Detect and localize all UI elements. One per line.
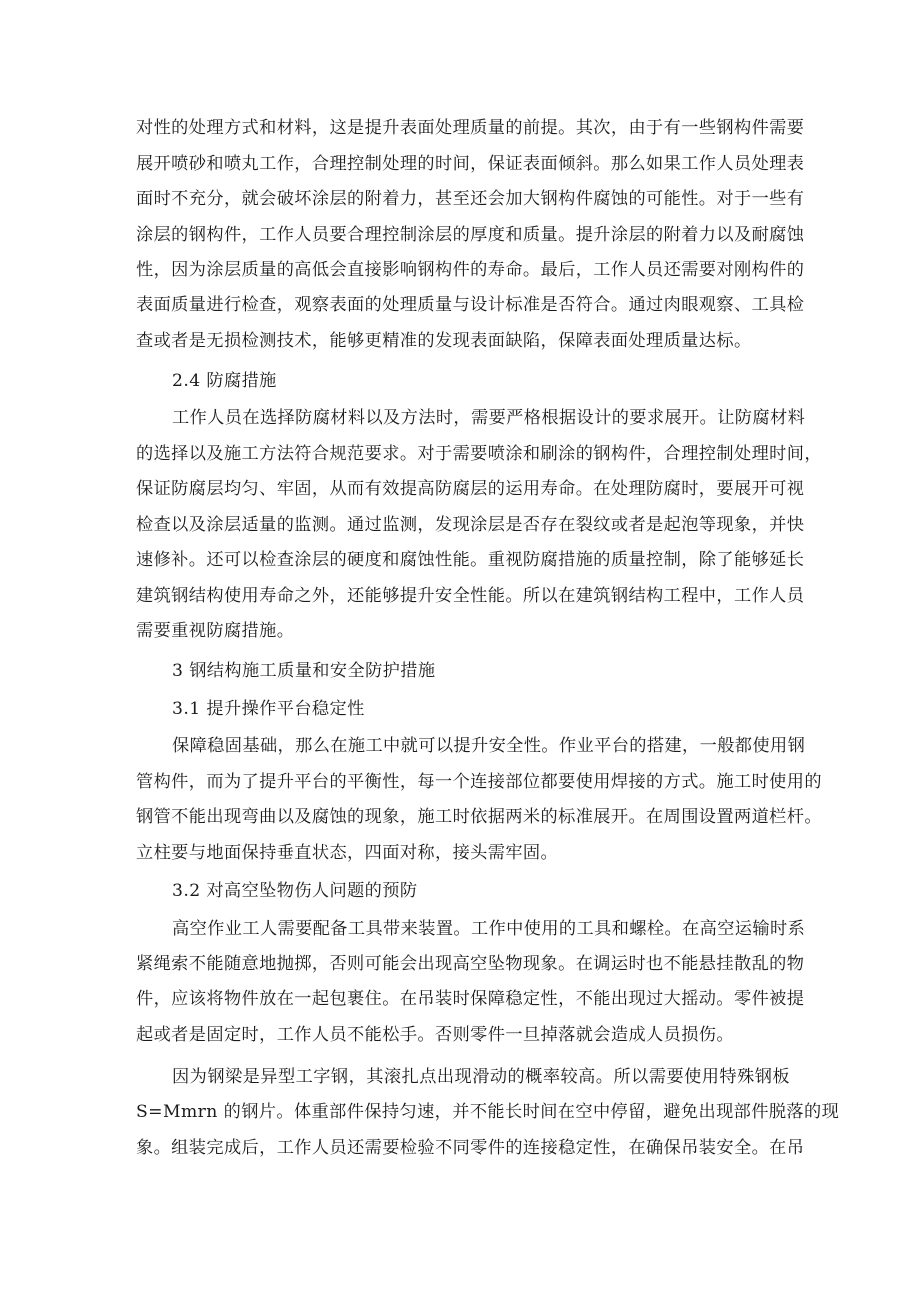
- paragraph-line: S=Mmrn 的钢片。体重部件保持匀速，并不能长时间在空中停留，避免出现部件脱落的现: [136, 1102, 840, 1122]
- paragraph-line: 起或者是固定时，工作人员不能松手。否则零件一旦掉落就会造成人员损伤。: [136, 1025, 734, 1045]
- paragraph-line: 工作人员在选择防腐材料以及方法时，需要严格根据设计的要求展开。让防腐材料: [172, 408, 806, 428]
- paragraph-line: 展开喷砂和喷丸工作，合理控制处理的时间，保证表面倾斜。那么如果工作人员处理表: [136, 154, 805, 174]
- paragraph-line: 查或者是无损检测技术，能够更精准的发现表面缺陷，保障表面处理质量达标。: [136, 331, 752, 351]
- paragraph-line: 保证防腐层均匀、牢固，从而有效提高防腐层的运用寿命。在处理防腐时，要展开可视: [136, 479, 805, 499]
- paragraph-line: 因为钢梁是异型工字钢，其滚扎点出现滑动的概率较高。所以需要使用特殊钢板: [172, 1067, 790, 1087]
- paragraph-line: 性，因为涂层质量的高低会直接影响钢构件的寿命。最后，工作人员还需要对刚构件的: [136, 260, 805, 280]
- paragraph-line: 立柱要与地面保持垂直状态，四面对称，接头需牢固。: [136, 843, 559, 863]
- section-heading-3-2: 3.2 对高空坠物伤人问题的预防: [172, 881, 418, 901]
- paragraph-line: 钢管不能出现弯曲以及腐蚀的现象，施工时依据两米的标准展开。在周围设置两道栏杆。: [136, 807, 822, 827]
- section-heading-3: 3 钢结构施工质量和安全防护措施: [172, 661, 436, 681]
- paragraph-line: 高空作业工人需要配备工具带来装置。工作中使用的工具和螺栓。在高空运输时系: [172, 919, 806, 939]
- paragraph-line: 保障稳固基础，那么在施工中就可以提升安全性。作业平台的搭建，一般都使用钢: [172, 736, 806, 756]
- paragraph-line: 涂层的钢构件，工作人员要合理控制涂层的厚度和质量。提升涂层的附着力以及耐腐蚀: [136, 225, 805, 245]
- paragraph-line: 表面质量进行检查，观察表面的处理质量与设计标准是否符合。通过肉眼观察、工具检: [136, 295, 805, 315]
- paragraph-line: 速修补。还可以检查涂层的硬度和腐蚀性能。重视防腐措施的质量控制，除了能够延长: [136, 550, 805, 570]
- paragraph-line: 面时不充分，就会破坏涂层的附着力，甚至还会加大钢构件腐蚀的可能性。对于一些有: [136, 189, 805, 209]
- paragraph-line: 象。组装完成后，工作人员还需要检验不同零件的连接稳定性，在确保吊装安全。在吊: [136, 1138, 805, 1158]
- paragraph-line: 需要重视防腐措施。: [136, 621, 295, 641]
- paragraph-line: 对性的处理方式和材料，这是提升表面处理质量的前提。其次，由于有一些钢构件需要: [136, 118, 805, 138]
- paragraph-line: 件，应该将物件放在一起包裹住。在吊装时保障稳定性，不能出现过大摇动。零件被提: [136, 989, 805, 1009]
- paragraph-line: 的选择以及施工方法符合规范要求。对于需要喷涂和刷涂的钢构件，合理控制处理时间，: [136, 444, 822, 464]
- paragraph-line: 检查以及涂层适量的监测。通过监测，发现涂层是否存在裂纹或者是起泡等现象，并快: [136, 515, 805, 535]
- paragraph-line: 管构件，而为了提升平台的平衡性，每一个连接部位都要使用焊接的方式。施工时使用的: [136, 772, 822, 792]
- paragraph-line: 建筑钢结构使用寿命之外，还能够提升安全性能。所以在建筑钢结构工程中，工作人员: [136, 586, 805, 606]
- paragraph-line: 紧绳索不能随意地抛掷，否则可能会出现高空坠物现象。在调运时也不能悬挂散乱的物: [136, 954, 805, 974]
- section-heading-3-1: 3.1 提升操作平台稳定性: [172, 699, 365, 719]
- section-heading-2-4: 2.4 防腐措施: [172, 371, 277, 391]
